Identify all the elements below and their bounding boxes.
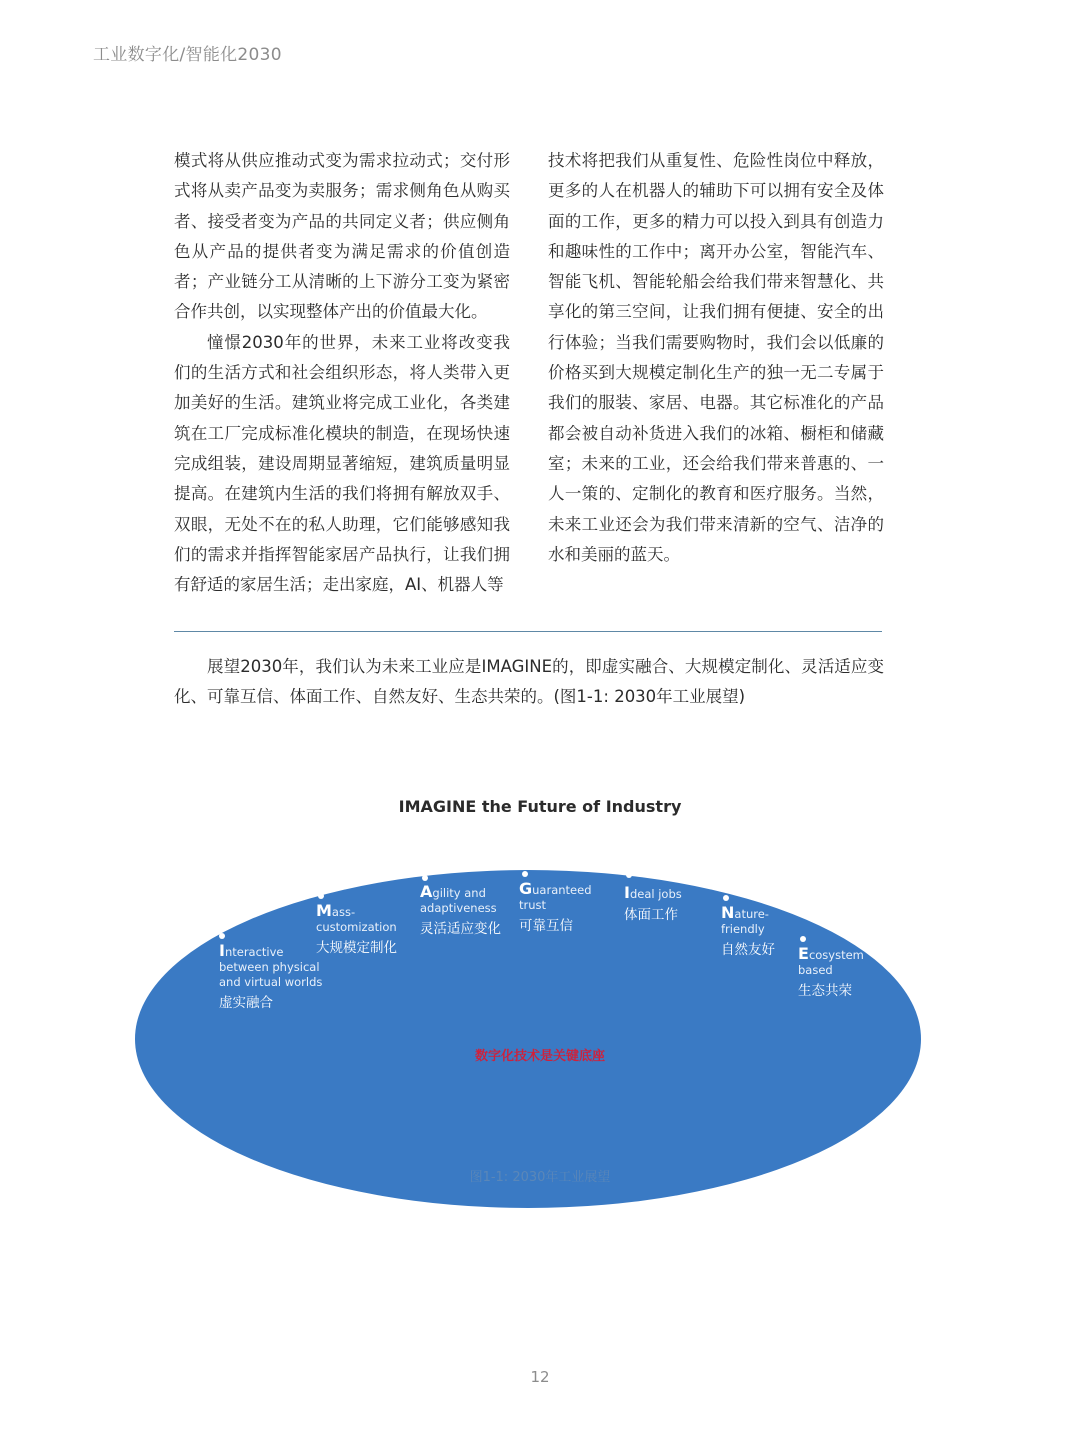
intro-text	[174, 652, 884, 713]
paragraph: 憧憬2030年的世界，未来工业将改变我们的生活方式和社会组织形态，将人类带入更加美好的生活。建筑业将完成工业化，各类建筑在工厂完成标准化模块的制造，在现场快速完成组装，建设周期显著缩短，建筑质量明显提高。在建筑内生活的我们将拥有解放双手、双眼，无处不在的私人助理，它们能够感知我们的需求并指挥智能家居产品执行，让我们拥有舒适的家居生活；走出家庭，AI、机器人等	[174, 332, 510, 595]
pillar-line: between physical	[219, 960, 320, 974]
pillar-word: ature-	[734, 907, 769, 921]
pillar-chinese: 大规模定制化	[316, 940, 397, 956]
pillar-initial: A	[420, 882, 433, 901]
pillar-initial: G	[519, 879, 533, 898]
shield-robot-icon	[517, 831, 549, 869]
pillar-initial: N	[721, 903, 735, 922]
figure-caption: 图1-1: 2030年工业展望	[469, 1170, 611, 1185]
pillar-ideal-jobs	[624, 885, 682, 925]
pillar-word: uaranteed	[532, 883, 592, 897]
pillar-nature-friendly	[721, 905, 775, 960]
left-text-column	[174, 146, 510, 600]
pillar-line: adaptiveness	[420, 901, 497, 915]
pillar-line: based	[798, 963, 833, 977]
right-text-column	[548, 146, 884, 570]
pillar-word: cosystem	[808, 948, 864, 962]
pillar-initial: I	[219, 941, 225, 960]
pillar-chinese: 体面工作	[624, 907, 678, 923]
pillar-dot	[626, 872, 632, 878]
pillar-english	[519, 881, 592, 913]
page-number: 12	[530, 1368, 550, 1386]
pillar-word: gility and	[432, 886, 486, 900]
pillar-line: and virtual worlds	[219, 975, 323, 989]
figure-title: IMAGINE the Future of Industry	[398, 797, 682, 816]
paragraph: 技术将把我们从重复性、危险性岗位中释放，更多的人在机器人的辅助下可以拥有安全及体面的工作，更多的精力可以投入到具有创造力和趣味性的工作中；离开办公室，智能汽车、智能飞机、智能轮船会给我们带来智慧化、共享化的第三空间，让我们拥有便捷、安全的出行体验；当我们需要购物时，我们会以低廉的价格买到大规模定制化生产的独一无二专属于我们的服装、家居、电器。其它标准化的产品都会被自动补货进入我们的冰箱、橱柜和储藏室；未来的工业，还会给我们带来普惠的、一人一策的、定制化的教育和医疗服务。当然，未来工业还会为我们带来清新的空气、洁净的水和美丽的蓝天。	[548, 151, 884, 564]
pillar-mass-customization	[316, 903, 397, 958]
pillar-initial: I	[624, 883, 630, 902]
section-divider	[174, 631, 882, 632]
head-network-icon	[215, 885, 247, 923]
running-header: 工业数字化/智能化2030	[93, 45, 282, 65]
pillar-dot	[723, 895, 729, 901]
pillar-english	[316, 903, 397, 935]
pillar-initial: E	[798, 944, 809, 963]
node-tree-icon	[417, 838, 451, 874]
pillar-dot	[522, 871, 528, 877]
pillar-guaranteed-trust	[519, 881, 592, 936]
pillar-chinese: 可靠互信	[519, 918, 573, 934]
pillar-chinese: 自然友好	[721, 942, 775, 958]
gear-network-icon	[313, 853, 347, 891]
pillar-english	[420, 884, 501, 916]
pillar-dot	[422, 875, 428, 881]
pillar-chinese: 生态共荣	[798, 983, 852, 999]
pillar-line: customization	[316, 920, 397, 934]
pillar-agility	[420, 884, 501, 939]
pillar-dot	[219, 933, 225, 939]
pillar-line: friendly	[721, 922, 765, 936]
robot-laptop-icon	[628, 839, 664, 877]
pillar-english	[798, 946, 864, 978]
pillar-word: nteractive	[224, 945, 284, 959]
pillar-english	[721, 905, 775, 937]
figure-center-label: 数字化技术是关键底座	[474, 1049, 605, 1064]
paragraph: 模式将从供应推动式变为需求拉动式；交付形式将从卖产品变为卖服务；需求侧角色从购买者、接受者变为产品的共同定义者；供应侧角色从产品的提供者变为满足需求的价值创造者；产业链分工从清晰的上下游分工变为紧密合作共创，以实现整体产出的价值最大化。	[174, 151, 510, 322]
brain-circuit-icon	[830, 900, 864, 936]
pillar-dot	[318, 893, 324, 899]
pillar-word: deal jobs	[629, 887, 682, 901]
pillar-initial: M	[316, 901, 332, 920]
pillar-line: trust	[519, 898, 547, 912]
face-profile-icon	[731, 855, 761, 893]
pillar-chinese: 灵活适应变化	[420, 921, 501, 937]
pillar-word: ass-	[331, 905, 356, 919]
pillar-ecosystem-based	[798, 946, 864, 1001]
pillar-dot	[800, 936, 806, 942]
pillar-interactive	[219, 943, 322, 1013]
pillar-english	[219, 943, 322, 990]
pillar-english	[624, 885, 682, 902]
paragraph: 展望2030年，我们认为未来工业应是IMAGINE的，即虚实融合、大规模定制化、灵活适应变化、可靠互信、体面工作、自然友好、生态共荣的。(图1-1: 2030年工业展望)	[174, 657, 884, 707]
pillar-chinese: 虚实融合	[219, 995, 273, 1011]
